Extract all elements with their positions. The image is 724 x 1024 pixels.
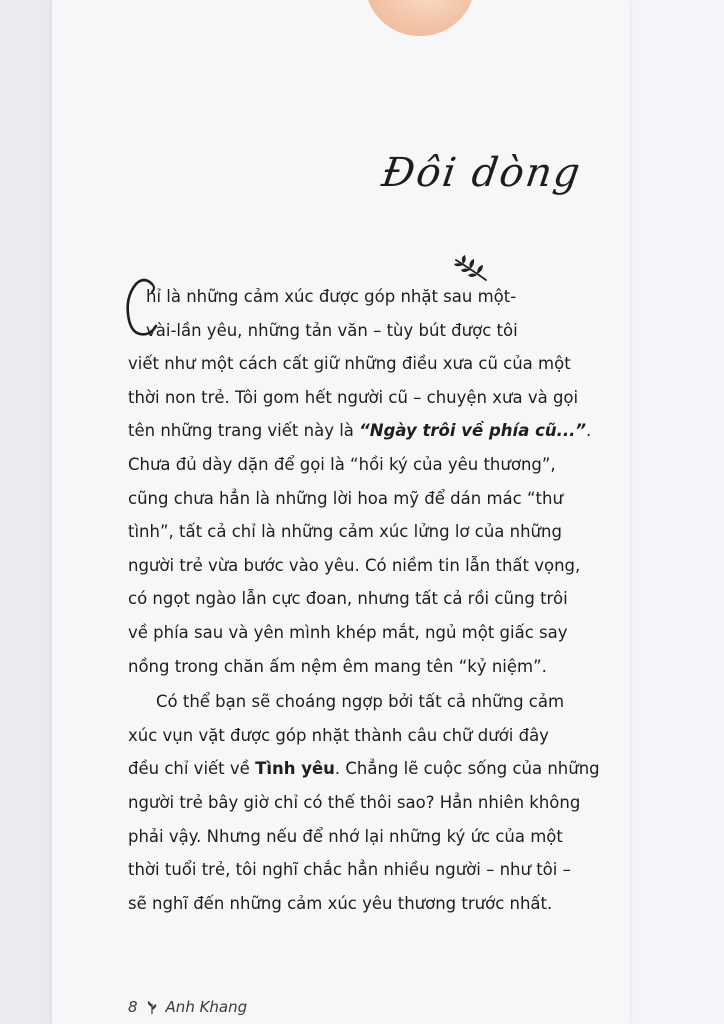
bold-word: Tình yêu: [255, 759, 335, 779]
text-line: thời non trẻ. Tôi gom hết người cũ – chuyện xưa và gọi: [128, 387, 579, 407]
paragraph-2: [128, 685, 610, 920]
author-name: Anh Khang: [165, 998, 248, 1016]
text-segment: đều chỉ viết về: [128, 759, 256, 779]
footer-sprig-icon: [146, 999, 158, 1015]
dropcap: [122, 276, 162, 346]
text-segment: . Chẳng lẽ cuộc sống của những: [334, 759, 600, 779]
page-number: 8: [128, 998, 138, 1016]
text-line: xúc vụn vặt được góp nhặt thành câu chữ dưới đây: [128, 725, 549, 745]
text-line: Có thể bạn sẽ choáng ngợp bởi tất cả những cảm: [156, 692, 565, 712]
text-line: [128, 752, 610, 786]
text-line: hỉ là những cảm xúc được góp nhặt sau một-: [146, 287, 517, 306]
adjacent-page-edge: [629, 0, 724, 1024]
text-line: cũng chưa hẳn là những lời hoa mỹ để dán mác “thư: [128, 488, 563, 508]
page-footer: [128, 996, 247, 1018]
text-line: vài-lần yêu, những tản văn – tùy bút được tôi: [146, 320, 518, 340]
chapter-heading: Đôi dòng: [379, 150, 585, 196]
text-line: phải vậy. Nhưng nếu để nhớ lại những ký ức của một: [128, 826, 563, 846]
text-line: Chưa đủ dày dặn để gọi là “hồi ký của yêu thương”,: [128, 454, 556, 474]
text-line: người trẻ vừa bước vào yêu. Có niềm tin lẫn thất vọng,: [128, 555, 581, 575]
book-title-bold: “Ngày trôi về phía cũ...”: [359, 421, 587, 441]
text-line: người trẻ bây giờ chỉ có thế thôi sao? Hẳn nhiên không: [128, 792, 581, 812]
text-segment: .: [586, 421, 592, 441]
text-line: tình”, tất cả chỉ là những cảm xúc lửng lơ của những: [128, 522, 562, 542]
text-line: viết như một cách cất giữ những điều xưa cũ của một: [128, 354, 571, 374]
text-line: thời tuổi trẻ, tôi nghĩ chắc hẳn nhiều người – như tôi –: [128, 860, 571, 880]
paragraph-1: [128, 280, 610, 683]
text-segment: tên những trang viết này là: [128, 421, 360, 441]
body-text: [128, 287, 610, 920]
text-line: nồng trong chăn ấm nệm êm mang tên “kỷ niệm”.: [128, 656, 547, 676]
dropcap-letter: [122, 276, 162, 346]
text-line: sẽ nghĩ đến những cảm xúc yêu thương trước nhất.: [128, 893, 553, 913]
text-line: về phía sau và yên mình khép mắt, ngủ một giấc say: [128, 622, 568, 642]
text-line: [128, 414, 610, 448]
text-line: có ngọt ngào lẫn cực đoan, nhưng tất cả rồi cũng trôi: [128, 589, 568, 609]
